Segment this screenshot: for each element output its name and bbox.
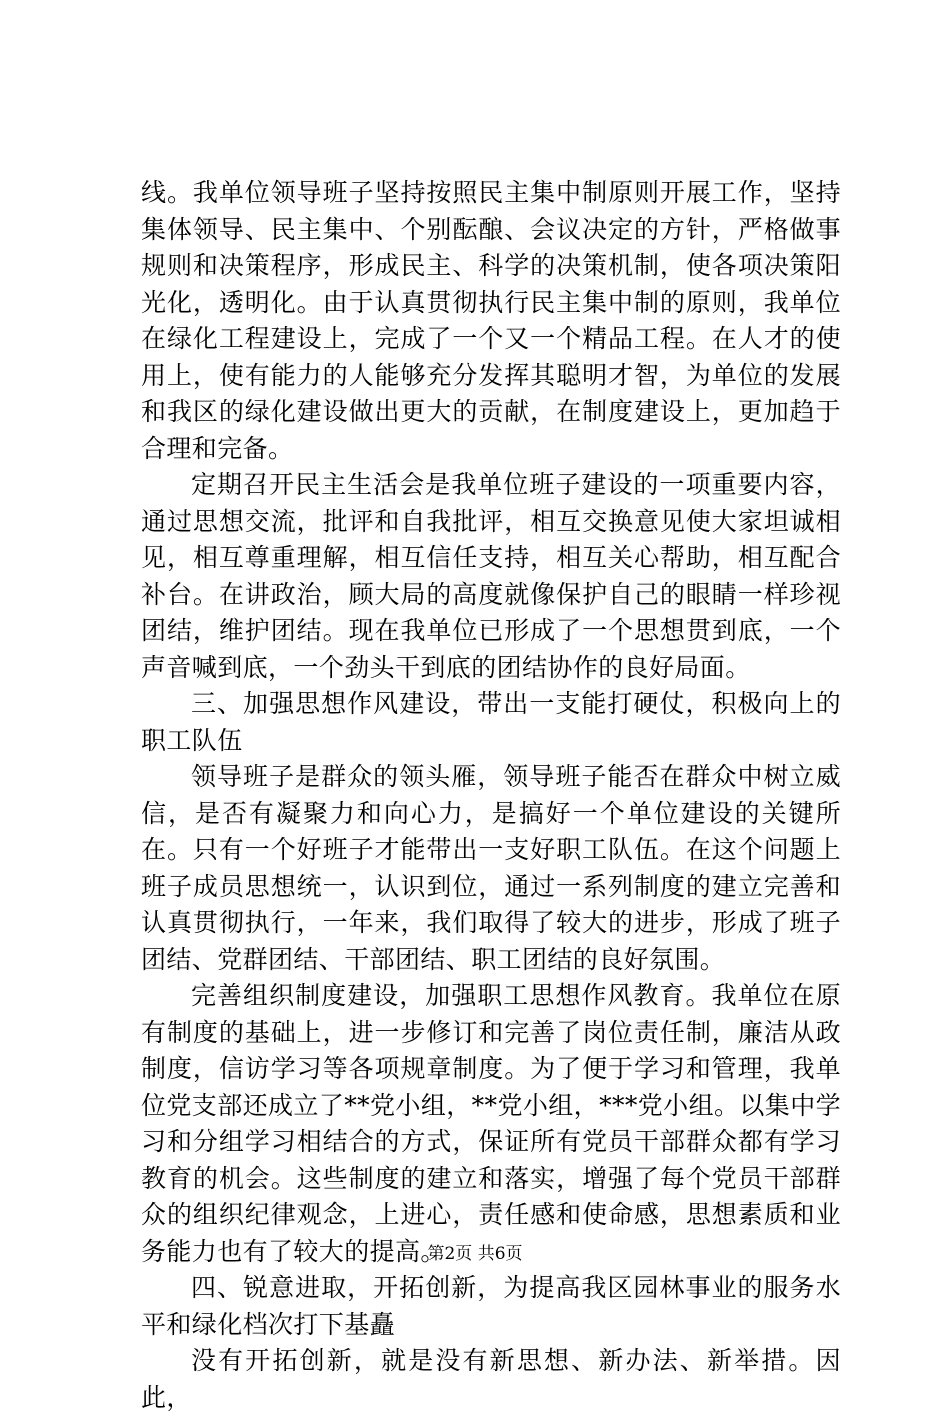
- paragraph: 完善组织制度建设，加强职工思想作风教育。我单位在原有制度的基础上，进一步修订和完善了岗位责任制，廉洁从政制度，信访学习等各项规章制度。为了便于学习和管理，我单位党支部还成立了**党小组，**党小组，***党小组。以集中学习和分组学习相结合的方式，保证所有党员干部群众都有学习教育的机会。这些制度的建立和落实，增强了每个党员干部群众的组织纪律观念，上进心，责任感和使命感，思想素质和业务能力也有了较大的提高。: [141, 981, 841, 1266]
- paragraph: 领导班子是群众的领头雁，领导班子能否在群众中树立威信，是否有凝聚力和向心力，是搞好一个单位建设的关键所在。只有一个好班子才能带出一支好职工队伍。在这个问题上班子成员思想统一，认识到位，通过一系列制度的建立完善和认真贯彻执行，一年来，我们取得了较大的进步，形成了班子团结、党群团结、干部团结、职工团结的良好氛围。: [141, 762, 841, 974]
- paragraph: 线。我单位领导班子坚持按照民主集中制原则开展工作，坚持集体领导、民主集中、个别酝酿、会议决定的方针，严格做事规则和决策程序，形成民主、科学的决策机制，使各项决策阳光化，透明化。由于认真贯彻执行民主集中制的原则，我单位在绿化工程建设上，完成了一个又一个精品工程。在人才的使用上，使有能力的人能够充分发挥其聪明才智，为单位的发展和我区的绿化建设做出更大的贡献，在制度建设上，更加趋于合理和完备。: [141, 178, 841, 463]
- page-number-label: 第2页 共6页: [427, 1244, 523, 1264]
- paragraph: 定期召开民主生活会是我单位班子建设的一项重要内容，通过思想交流，批评和自我批评，相互交换意见使大家坦诚相见，相互尊重理解，相互信任支持，相互关心帮助，相互配合补台。在讲政治，顾大局的高度就像保护自己的眼睛一样珍视团结，维护团结。现在我单位已形成了一个思想贯到底，一个声音喊到底，一个劲头干到底的团结协作的良好局面。: [141, 470, 841, 682]
- section-heading: 三、加强思想作风建设，带出一支能打硬仗，积极向上的职工队伍: [141, 689, 841, 755]
- paragraph: 没有开拓创新，就是没有新思想、新办法、新举措。因此，: [141, 1346, 841, 1412]
- page-footer: [0, 1243, 950, 1265]
- section-heading: 四、锐意进取，开拓创新，为提高我区园林事业的服务水平和绿化档次打下基矗: [141, 1273, 841, 1339]
- document-body: [141, 175, 841, 1416]
